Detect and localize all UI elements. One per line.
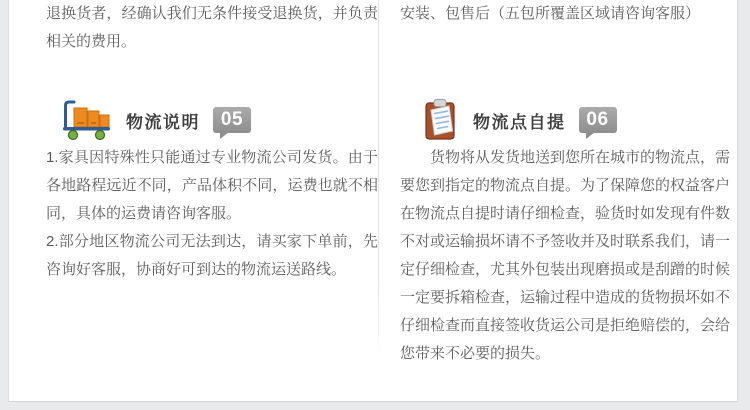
section-number: 05	[220, 109, 244, 130]
clipboard-icon	[420, 98, 460, 142]
pickup-section-header	[420, 96, 617, 144]
column-divider	[378, 0, 379, 358]
installation-service-text: 安装、包售后（五包所覆盖区域请咨询客服）	[400, 5, 701, 22]
pickup-note: 货物将从发货地送到您所在城市的物流点，需要您到指定的物流点自提。为了保障您的权益客户在物流点自提时请仔细检查，验货时如发现有件数不对或运输损坏请不予签收并及时联系我们，请一定仔细检查，尤其外包装出现磨损或是刮蹭的时候一定要拆箱检查，运输过程中造成的货物损坏如不仔细检查而直接签收货运公司是拒绝赔偿的，会给您带来不必要的损失。	[400, 149, 731, 362]
shipping-notes	[46, 144, 378, 284]
pickup-notes	[400, 144, 730, 368]
section-number-badge	[579, 107, 617, 133]
section-title-pickup: 物流点自提	[473, 112, 566, 132]
section-title-shipping: 物流说明	[126, 112, 200, 132]
return-policy-text: 退换货者，经确认我们无条件接受退换货，并负责相关的费用。	[46, 5, 378, 50]
section-number-badge	[213, 107, 251, 133]
section-number: 06	[586, 109, 609, 130]
hand-truck-icon	[61, 99, 113, 141]
shipping-note-1: 1.家具因特殊性只能通过专业物流公司发货。由于各地路程远近不同，产品体积不同，运费也就不相同，具体的运费请咨询客服。	[46, 149, 378, 222]
shipping-section-header	[61, 96, 251, 144]
content-panel	[8, 0, 738, 402]
shipping-note-2: 2.部分地区物流公司无法到达，请买家下单前，先咨询好客服，协商好可到达的物流运送路线。	[46, 233, 378, 278]
pickup-info-column	[400, 0, 731, 362]
shipping-info-column	[46, 0, 378, 278]
